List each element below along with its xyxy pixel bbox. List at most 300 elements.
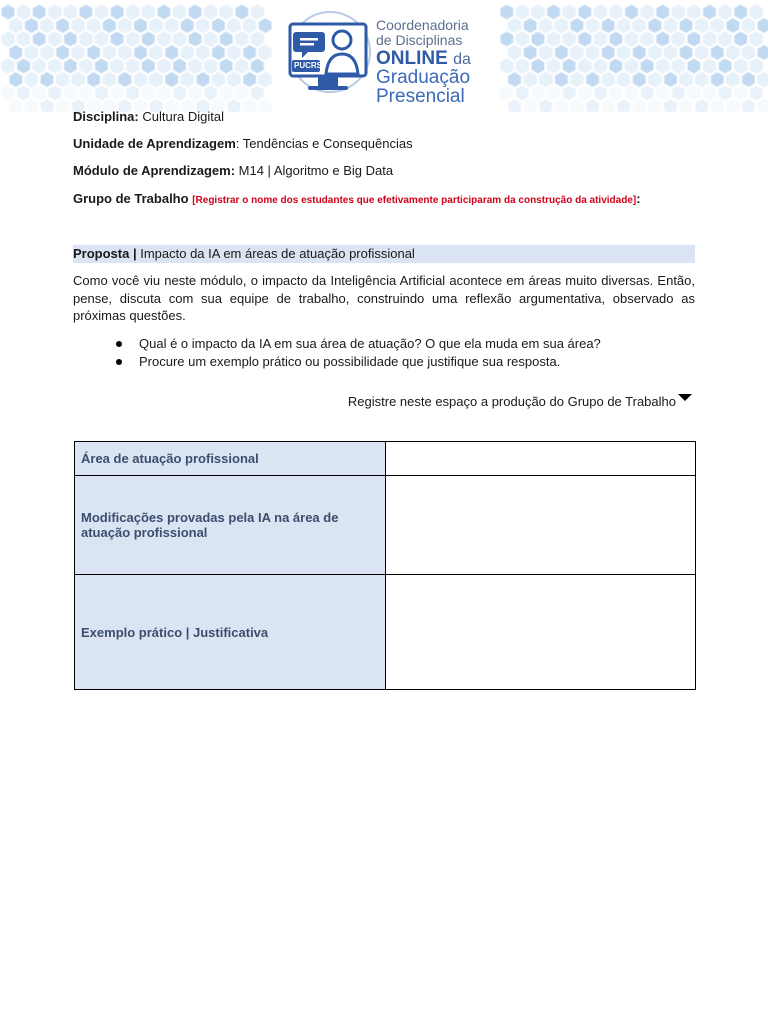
disciplina-value: Cultura Digital [142, 109, 225, 124]
hexagon-shape [189, 59, 202, 74]
hexagon-shape [204, 5, 217, 20]
hexagon-shape [719, 5, 732, 20]
hexagon-shape [742, 99, 755, 112]
question-list [139, 335, 601, 371]
hexagon-shape [111, 86, 124, 101]
hexagon-shape [726, 99, 739, 112]
hexagon-shape [508, 72, 521, 87]
hexagon-shape [750, 5, 763, 20]
hexagon-shape [173, 86, 186, 101]
hexagon-shape [235, 86, 248, 101]
hexagon-shape [79, 5, 92, 20]
hexagon-shape [500, 86, 513, 101]
hexagon-shape [56, 99, 69, 112]
hexagon-shape [734, 59, 747, 74]
hexagon-shape [25, 72, 38, 87]
hexagon-shape [235, 59, 248, 74]
hexagon-shape [181, 72, 194, 87]
hexagon-shape [72, 72, 85, 87]
hexagon-shape [134, 72, 147, 87]
table-row [75, 476, 696, 575]
hexagon-shape [56, 45, 69, 60]
hexagon-shape [586, 99, 599, 112]
hexagon-shape [687, 59, 700, 74]
hexagon-shape [586, 72, 599, 87]
hexagon-shape [111, 59, 124, 74]
hexagon-shape [610, 32, 623, 47]
hexagon-shape [150, 18, 163, 33]
hexagon-shape [695, 99, 708, 112]
logo-line-1: Coordenadoria [376, 17, 469, 33]
hexagon-shape [228, 18, 241, 33]
hexagon-shape [734, 5, 747, 20]
hexagon-shape [578, 86, 591, 101]
hexagon-shape [516, 32, 529, 47]
hexagon-shape [664, 99, 677, 112]
hexagon-shape [111, 5, 124, 20]
hexagon-shape [157, 86, 170, 101]
hexagon-shape [703, 59, 716, 74]
hexagon-shape [56, 18, 69, 33]
hexagon-shape [134, 45, 147, 60]
table-input-cell[interactable] [385, 476, 696, 575]
hexagon-shape [703, 86, 716, 101]
hexagon-shape [719, 32, 732, 47]
hexagon-shape [633, 99, 646, 112]
hexagon-shape [602, 72, 615, 87]
hexagon-shape [758, 99, 768, 112]
hexagon-shape [17, 5, 30, 20]
hexagon-shape [2, 5, 15, 20]
hexagon-shape [563, 59, 576, 74]
proposta-text: Impacto da IA em áreas de atuação profissional [140, 246, 415, 261]
hexagon-shape [189, 86, 202, 101]
table-label-cell: Exemplo prático | Justificativa [75, 575, 386, 690]
hexagon-shape [259, 99, 272, 112]
hexagon-shape [571, 72, 584, 87]
hexagon-shape [703, 32, 716, 47]
hexagon-shape [586, 45, 599, 60]
logo-text [376, 18, 496, 106]
hexagon-shape [758, 18, 768, 33]
hexagon-shape [173, 5, 186, 20]
hexagon-shape [87, 72, 100, 87]
hexagon-shape [555, 45, 568, 60]
hexagon-shape [243, 99, 256, 112]
hexagon-shape [48, 32, 61, 47]
hexagon-shape [532, 59, 545, 74]
hexagon-shape [648, 45, 661, 60]
hexagon-shape [711, 99, 724, 112]
hexagon-shape [656, 32, 669, 47]
hexagon-shape [750, 32, 763, 47]
hexagon-shape [711, 18, 724, 33]
hexagon-shape [251, 32, 264, 47]
bullet-text: Procure um exemplo prático ou possibilidade que justifique sua resposta. [139, 354, 561, 369]
hexagon-shape [103, 72, 116, 87]
hexagon-shape [578, 32, 591, 47]
hexagon-shape [563, 86, 576, 101]
table-input-cell[interactable] [385, 442, 696, 476]
hexagon-shape [726, 72, 739, 87]
hexagon-shape [508, 18, 521, 33]
hexagon-shape [680, 99, 693, 112]
hexagon-shape [165, 18, 178, 33]
logo-da: da [453, 51, 471, 68]
hexagon-shape [539, 99, 552, 112]
hexagon-shape [664, 45, 677, 60]
registre-instruction: Registre neste espaço a produção do Grupo de Trabalho [347, 394, 676, 409]
hexagon-shape [173, 59, 186, 74]
hexagon-shape [56, 72, 69, 87]
hexagon-shape [41, 99, 54, 112]
hexagon-shape [165, 72, 178, 87]
hexagon-shape [594, 59, 607, 74]
hexagon-shape [687, 5, 700, 20]
hexagon-shape [656, 86, 669, 101]
hexagon-shape [539, 72, 552, 87]
hexagon-shape [41, 45, 54, 60]
hexagon-shape [758, 72, 768, 87]
hexagon-shape [204, 32, 217, 47]
logo-line-2: de Disciplinas [376, 32, 463, 48]
hexagon-shape [64, 59, 77, 74]
hexagon-shape [672, 32, 685, 47]
hexagon-shape [103, 45, 116, 60]
hexagon-shape [687, 86, 700, 101]
hexagon-shape [95, 59, 108, 74]
modulo-label: Módulo de Aprendizagem: [73, 163, 236, 178]
hexagon-shape [641, 5, 654, 20]
hexagon-shape [41, 72, 54, 87]
bullet-text: Qual é o impacto da IA em sua área de atuação? O que ela muda em sua área? [139, 336, 601, 351]
hexagon-shape [508, 45, 521, 60]
list-item [139, 335, 601, 353]
table-row [75, 575, 696, 690]
hexagon-shape [594, 5, 607, 20]
unidade-label: Unidade de Aprendizagem [73, 136, 236, 151]
hexagon-shape [664, 72, 677, 87]
hexagon-shape [189, 5, 202, 20]
hexagon-shape [228, 99, 241, 112]
hexagon-shape [95, 32, 108, 47]
hexagon-shape [64, 5, 77, 20]
hexagon-shape [586, 18, 599, 33]
monitor-icon [284, 10, 376, 102]
hexagon-shape [103, 18, 116, 33]
hexagon-shape [33, 59, 46, 74]
hexagon-shape [259, 45, 272, 60]
hexagon-shape [648, 72, 661, 87]
hexagon-shape [625, 5, 638, 20]
hexagon-shape [641, 32, 654, 47]
hexagon-shape [150, 45, 163, 60]
hexagon-shape [571, 18, 584, 33]
hexagon-shape [212, 72, 225, 87]
hexagon-shape [79, 59, 92, 74]
hexagon-shape [157, 32, 170, 47]
hexagon-shape [243, 45, 256, 60]
hexagon-shape [563, 5, 576, 20]
hexagon-shape [235, 5, 248, 20]
hexagon-shape [563, 32, 576, 47]
hexagon-shape [33, 32, 46, 47]
hexagon-shape [157, 5, 170, 20]
hexagon-shape [594, 32, 607, 47]
hexagon-shape [95, 86, 108, 101]
unidade-field [73, 136, 413, 151]
hexagon-shape [680, 72, 693, 87]
hexagon-shape [656, 59, 669, 74]
hexagon-shape [189, 32, 202, 47]
hexagon-shape [118, 45, 131, 60]
hexagon-shape [750, 59, 763, 74]
hexagon-shape [17, 59, 30, 74]
hexagon-shape [508, 99, 521, 112]
modulo-value: M14 | Algoritmo e Big Data [238, 163, 394, 178]
hexagon-shape [2, 32, 15, 47]
hexagon-shape [625, 86, 638, 101]
hexagon-shape [95, 5, 108, 20]
hexagon-shape [2, 86, 15, 101]
hexagon-shape [181, 18, 194, 33]
hexagon-shape [547, 5, 560, 20]
hexagon-shape [602, 99, 615, 112]
hexagon-shape [571, 45, 584, 60]
hexagon-shape [126, 32, 139, 47]
hexagon-shape [633, 18, 646, 33]
hexagon-shape [695, 45, 708, 60]
hexagon-shape [547, 32, 560, 47]
hexagon-shape [118, 72, 131, 87]
hexagon-shape [711, 72, 724, 87]
pucrs-badge: PUCRS [294, 61, 323, 70]
hexagon-shape [48, 86, 61, 101]
hexagon-shape [142, 32, 155, 47]
grupo-colon: : [636, 191, 641, 206]
hexagon-shape [648, 18, 661, 33]
hexagon-shape [641, 86, 654, 101]
hexagon-shape [126, 5, 139, 20]
hexagon-shape [41, 18, 54, 33]
hexagon-shape [532, 86, 545, 101]
hexagon-shape [726, 45, 739, 60]
hexagon-shape [516, 5, 529, 20]
hexagon-shape [228, 72, 241, 87]
hexagon-shape [758, 45, 768, 60]
hexagon-shape [547, 59, 560, 74]
hexagon-shape [680, 45, 693, 60]
hexagon-shape [672, 86, 685, 101]
hexagon-shape [500, 32, 513, 47]
hexagon-shape [500, 59, 513, 74]
hexagon-shape [602, 45, 615, 60]
table-input-cell[interactable] [385, 575, 696, 690]
hexagon-shape [633, 72, 646, 87]
hexagon-shape [235, 32, 248, 47]
hexagon-shape [719, 86, 732, 101]
grupo-note: [Registrar o nome dos estudantes que efetivamente participaram da construção da atividade] [192, 195, 637, 206]
hexagon-shape [750, 86, 763, 101]
hexagon-shape [118, 18, 131, 33]
hexagon-shape [243, 72, 256, 87]
hexagon-shape [610, 5, 623, 20]
hexagon-shape [539, 18, 552, 33]
hexagon-shape [79, 32, 92, 47]
hexagon-shape [243, 18, 256, 33]
hexagon-shape [672, 59, 685, 74]
hexagon-shape [72, 18, 85, 33]
hexagon-shape [532, 5, 545, 20]
hexagon-shape [532, 32, 545, 47]
hexagon-shape [625, 32, 638, 47]
hexagon-shape [734, 86, 747, 101]
hexagon-shape [173, 32, 186, 47]
hexagon-shape [555, 99, 568, 112]
hexagon-shape [142, 5, 155, 20]
hexagon-shape [126, 59, 139, 74]
hexagon-shape [165, 45, 178, 60]
hexagon-shape [220, 59, 233, 74]
proposta-label: Proposta | [73, 246, 137, 261]
hexagon-shape [555, 72, 568, 87]
hexagon-shape [9, 99, 22, 112]
hexagon-shape [547, 86, 560, 101]
hexagon-shape [17, 32, 30, 47]
disciplina-field [73, 109, 224, 124]
hexagon-shape [251, 59, 264, 74]
hexagon-shape [578, 59, 591, 74]
hexagon-shape [711, 45, 724, 60]
bullet-icon [116, 341, 122, 347]
hexagon-shape [251, 5, 264, 20]
triangle-down-icon [678, 394, 692, 401]
hexagon-shape [641, 59, 654, 74]
hexagon-shape [9, 72, 22, 87]
hexagon-shape [48, 59, 61, 74]
hexagon-shape [687, 32, 700, 47]
modulo-field [73, 163, 393, 178]
hexagon-shape [617, 99, 630, 112]
hexagon-shape [64, 32, 77, 47]
hexagon-shape [617, 72, 630, 87]
logo-line-3 [376, 49, 496, 68]
disciplina-label: Disciplina: [73, 109, 139, 124]
hexagon-shape [617, 45, 630, 60]
unidade-value: : Tendências e Consequências [235, 136, 413, 151]
grupo-label: Grupo de Trabalho [73, 191, 189, 206]
logo [284, 10, 484, 107]
hexagon-shape [719, 59, 732, 74]
hexagon-shape [617, 18, 630, 33]
logo-line-5: Presencial [376, 86, 465, 107]
hexagon-shape [204, 86, 217, 101]
hexagon-shape [196, 45, 209, 60]
hexagon-shape [633, 45, 646, 60]
hexagon-shape [742, 72, 755, 87]
hexagon-shape [251, 86, 264, 101]
hexagon-shape [79, 86, 92, 101]
hexagon-shape [33, 5, 46, 20]
hexagon-shape [610, 59, 623, 74]
table-label-cell: Área de atuação profissional [75, 442, 386, 476]
hexagon-shape [134, 18, 147, 33]
hexagon-shape [142, 86, 155, 101]
hexagon-shape [602, 18, 615, 33]
hexagon-shape [157, 59, 170, 74]
hexagon-shape [664, 18, 677, 33]
logo-online: ONLINE [376, 48, 448, 69]
hexagon-shape [87, 45, 100, 60]
hexagon-shape [212, 45, 225, 60]
table-label-cell: Modificações provadas pela IA na área de atuação profissional [75, 476, 386, 575]
grupo-field [73, 191, 641, 206]
header-banner [0, 0, 768, 112]
hexagon-shape [181, 45, 194, 60]
hexagon-shape [212, 18, 225, 33]
instructions-paragraph: Como você viu neste módulo, o impacto da Inteligência Artificial acontece em áreas muito diversas. Então, pense, discuta com sua equipe de trabalho, construindo uma reflexão argumentativa, observado as próximas questões. [73, 273, 695, 323]
hexagon-shape [25, 99, 38, 112]
hexagon-shape [578, 5, 591, 20]
hexagon-shape [500, 5, 513, 20]
hexagon-shape [726, 18, 739, 33]
hexagon-shape [72, 45, 85, 60]
hexagon-shape [220, 86, 233, 101]
hexagon-shape [648, 99, 661, 112]
hexagon-shape [9, 18, 22, 33]
hexagon-shape [111, 32, 124, 47]
hexagon-shape [25, 45, 38, 60]
hexagon-shape [25, 18, 38, 33]
hexagon-shape [610, 86, 623, 101]
hexagon-shape [742, 45, 755, 60]
hexagon-shape [126, 86, 139, 101]
hexagon-shape [734, 32, 747, 47]
hexagon-shape [516, 59, 529, 74]
hexagon-shape [64, 86, 77, 101]
hexagon-shape [695, 18, 708, 33]
hexagon-shape [539, 45, 552, 60]
hexagon-shape [524, 18, 537, 33]
hexagon-shape [656, 5, 669, 20]
hexagon-shape [142, 59, 155, 74]
hexagon-shape [17, 86, 30, 101]
list-item [139, 353, 601, 371]
hexagon-shape [228, 45, 241, 60]
work-table [74, 441, 696, 690]
hexagon-shape [150, 72, 163, 87]
hexagon-shape [625, 59, 638, 74]
hexagon-shape [204, 59, 217, 74]
table-row [75, 442, 696, 476]
hexagon-shape [196, 18, 209, 33]
hexagon-shape [516, 86, 529, 101]
proposta-heading [73, 246, 415, 261]
hexagon-shape [742, 18, 755, 33]
hexagon-shape [220, 32, 233, 47]
hexagon-shape [48, 5, 61, 20]
hexagon-shape [9, 45, 22, 60]
hexagon-shape [555, 18, 568, 33]
hexagon-shape [2, 59, 15, 74]
hexagon-shape [33, 86, 46, 101]
logo-line-4: Graduação [376, 67, 471, 88]
hexagon-shape [571, 99, 584, 112]
hexagon-shape [259, 72, 272, 87]
hexagon-shape [524, 45, 537, 60]
hexagon-shape [594, 86, 607, 101]
hexagon-shape [220, 5, 233, 20]
